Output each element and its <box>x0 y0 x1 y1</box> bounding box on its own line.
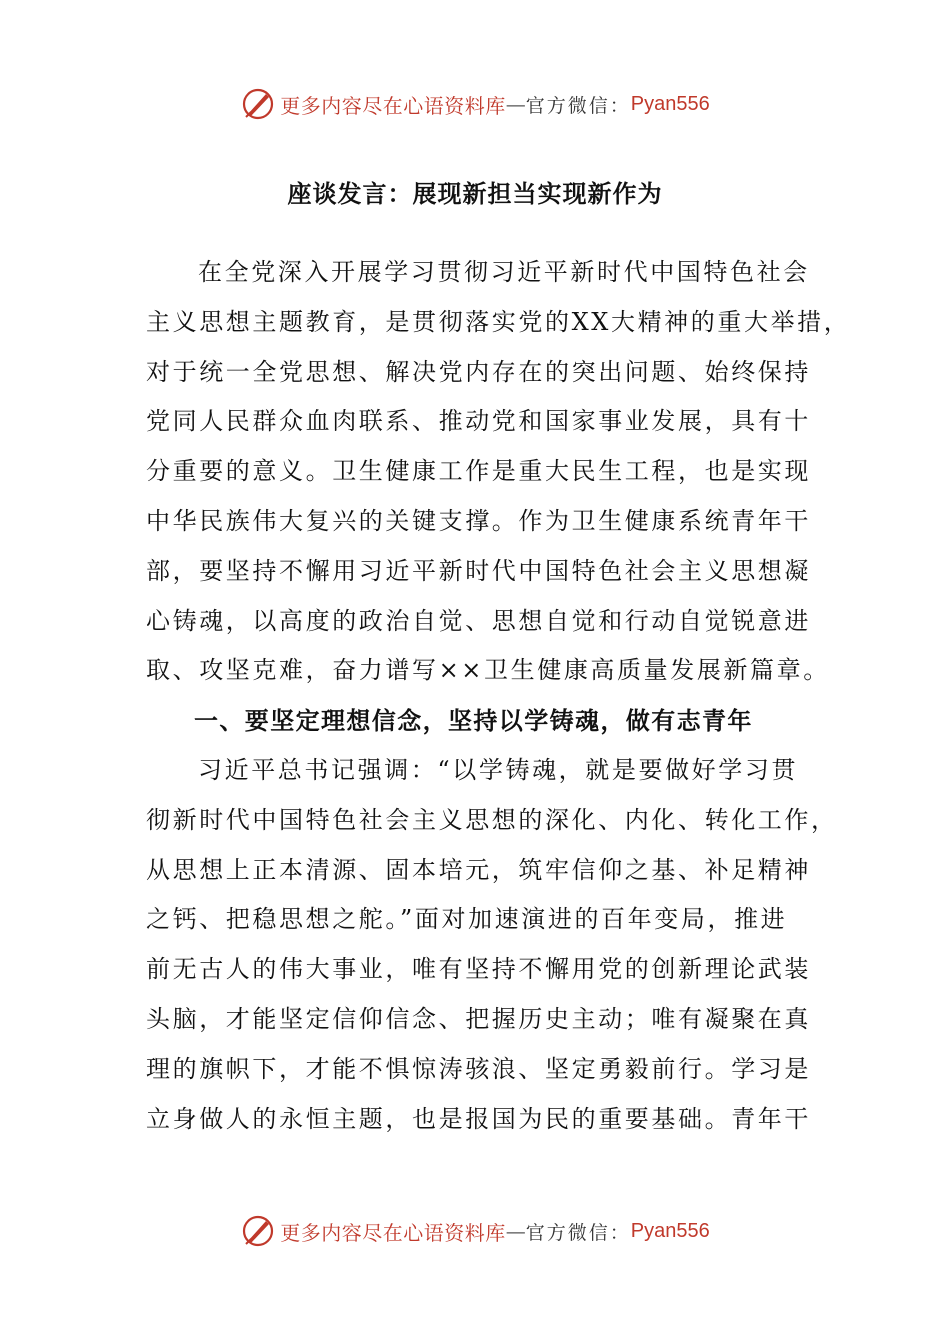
body-line: 前无古人的伟大事业，唯有坚持不懈用党的创新理论武装 <box>146 955 811 984</box>
watermark-separator: — <box>505 1219 526 1243</box>
watermark-wechat-label: 官方微信： <box>525 1221 631 1244</box>
body-line: 对于统一全党思想、解决党内存在的突出问题、始终保持 <box>146 357 811 386</box>
body-line: 理的旗帜下，才能不惧惊涛骇浪、坚定勇毅前行。学习是 <box>146 1054 811 1083</box>
quill-logo-icon <box>240 1213 276 1249</box>
watermark-brand: 更多内容尽在心语资料库 <box>280 93 506 118</box>
watermark-banner-bottom <box>0 1211 950 1251</box>
body-line: 头脑，才能坚定信仰信念、把握历史主动；唯有凝聚在真 <box>146 1004 811 1033</box>
watermark-separator: — <box>505 92 526 116</box>
document-body <box>146 248 851 1144</box>
watermark-banner-top <box>0 84 950 124</box>
body-line: 党同人民群众血肉联系、推动党和国家事业发展，具有十 <box>146 407 811 436</box>
body-line: 取、攻坚克难，奋力谱写××卫生健康高质量发展新篇章。 <box>146 656 830 685</box>
body-line: 在全党深入开展学习贯彻习近平新时代中国特色社会 <box>198 258 810 286</box>
body-line: 部，要坚持不懈用习近平新时代中国特色社会主义思想凝 <box>146 556 811 585</box>
body-line: 习近平总书记强调：“以学铸魂，就是要做好学习贯 <box>198 755 799 784</box>
body-line: 分重要的意义。卫生健康工作是重大民生工程，也是实现 <box>146 457 811 486</box>
watermark-wechat-label: 官方微信： <box>525 94 631 117</box>
watermark-wechat-id: Pyan556 <box>630 92 710 115</box>
body-line: 中华民族伟大复兴的关键支撑。作为卫生健康系统青年干 <box>146 506 811 535</box>
watermark-brand: 更多内容尽在心语资料库 <box>280 1220 506 1245</box>
section-heading: 一、要坚定理想信念，坚持以学铸魂，做有志青年 <box>194 706 753 736</box>
body-line: 主义思想主题教育，是贯彻落实党的XX大精神的重大举措， <box>146 307 851 336</box>
document-title: 座谈发言：展现新担当实现新作为 <box>287 179 663 208</box>
body-line: 之钙、把稳思想之舵。”面对加速演进的百年变局，推进 <box>146 905 788 934</box>
body-line: 彻新时代中国特色社会主义思想的深化、内化、转化工作， <box>146 805 838 834</box>
body-line: 从思想上正本清源、固本培元，筑牢信仰之基、补足精神 <box>146 855 811 884</box>
body-line: 立身做人的永恒主题，也是报国为民的重要基础。青年干 <box>146 1104 811 1133</box>
body-line: 心铸魂，以高度的政治自觉、思想自觉和行动自觉锐意进 <box>146 606 811 635</box>
quill-logo-icon <box>240 86 276 122</box>
watermark-wechat-id: Pyan556 <box>630 1219 710 1242</box>
